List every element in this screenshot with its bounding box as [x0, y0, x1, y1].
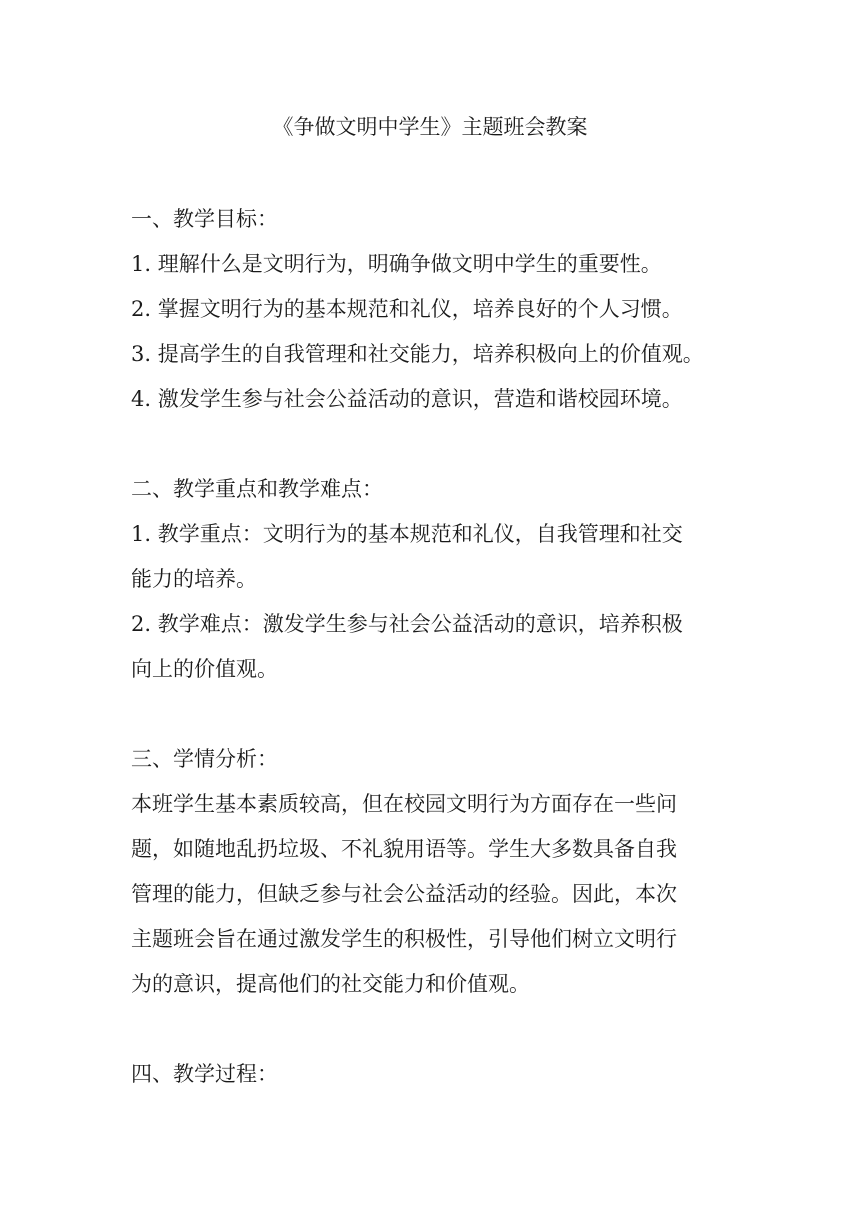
objective-item: 1. 理解什么是文明行为，明确争做文明中学生的重要性。: [131, 252, 662, 276]
objective-item: 2. 掌握文明行为的基本规范和礼仪，培养良好的个人习惯。: [131, 297, 683, 321]
analysis-paragraph-line: 题，如随地乱扔垃圾、不礼貌用语等。学生大多数具备自我: [131, 837, 677, 861]
analysis-paragraph-line: 为的意识，提高他们的社交能力和价值观。: [131, 972, 530, 996]
document-title: 《争做文明中学生》主题班会教案: [272, 115, 588, 139]
section-heading-process: 四、教学过程：: [131, 1062, 278, 1086]
difficulty-item-line: 向上的价值观。: [131, 657, 278, 681]
analysis-paragraph-line: 主题班会旨在通过激发学生的积极性，引导他们树立文明行: [131, 927, 677, 951]
key-point-item-line: 1. 教学重点：文明行为的基本规范和礼仪，自我管理和社交: [131, 522, 683, 546]
objective-item: 4. 激发学生参与社会公益活动的意识，营造和谐校园环境。: [131, 387, 683, 411]
section-heading-key-points: 二、教学重点和教学难点：: [131, 477, 383, 501]
analysis-paragraph-line: 管理的能力，但缺乏参与社会公益活动的经验。因此，本次: [131, 882, 677, 906]
section-heading-analysis: 三、学情分析：: [131, 747, 278, 771]
objective-item: 3. 提高学生的自我管理和社交能力，培养积极向上的价值观。: [131, 342, 704, 366]
difficulty-item-line: 2. 教学难点：激发学生参与社会公益活动的意识，培养积极: [131, 612, 683, 636]
analysis-paragraph-line: 本班学生基本素质较高，但在校园文明行为方面存在一些问: [131, 792, 677, 816]
section-heading-objectives: 一、教学目标：: [131, 207, 278, 231]
key-point-item-line: 能力的培养。: [131, 567, 257, 591]
